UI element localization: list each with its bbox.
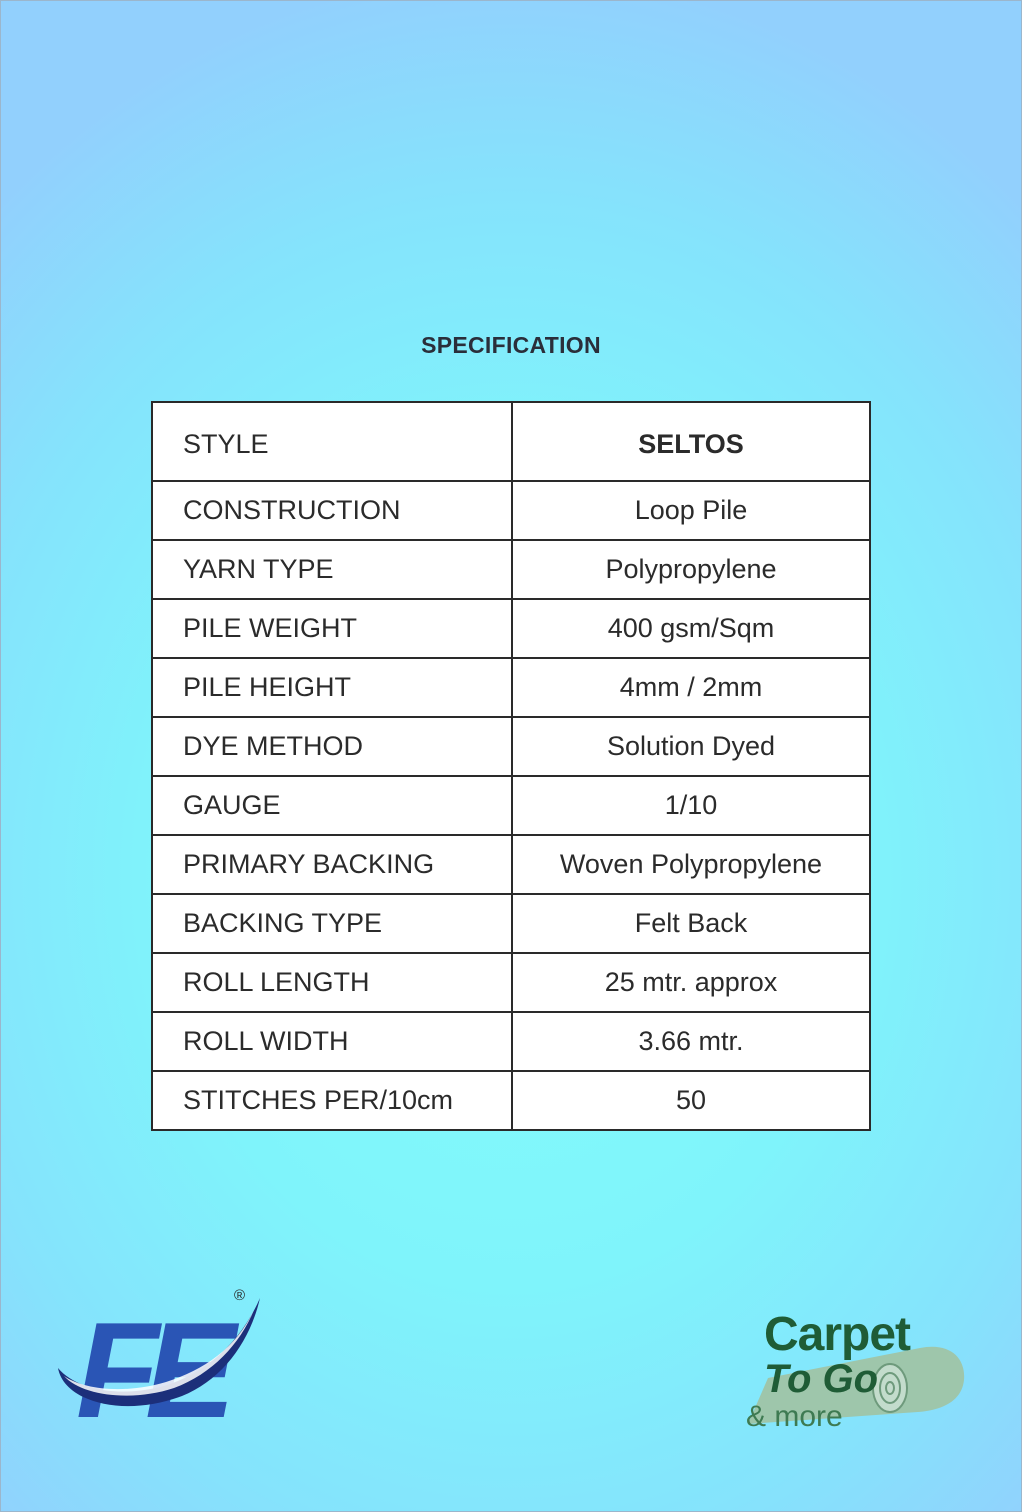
spec-label: YARN TYPE (152, 540, 512, 599)
spec-value: 4mm / 2mm (512, 658, 870, 717)
table-row (152, 1012, 870, 1071)
table-row (152, 658, 870, 717)
table-row (152, 835, 870, 894)
spec-value: Woven Polypropylene (512, 835, 870, 894)
spec-value: SELTOS (512, 402, 870, 481)
fe-logo (54, 1284, 266, 1434)
spec-label: BACKING TYPE (152, 894, 512, 953)
table-row (152, 599, 870, 658)
carpet-to-go-logo (738, 1300, 978, 1440)
spec-value: Polypropylene (512, 540, 870, 599)
page-title: SPECIFICATION (421, 332, 601, 358)
fe-logo-text: FE (76, 1294, 222, 1434)
table-row (152, 776, 870, 835)
table-row (152, 953, 870, 1012)
spec-label: DYE METHOD (152, 717, 512, 776)
spec-value: 400 gsm/Sqm (512, 599, 870, 658)
specification-table (151, 401, 871, 1131)
spec-value: 25 mtr. approx (512, 953, 870, 1012)
spec-value: Solution Dyed (512, 717, 870, 776)
spec-value: 50 (512, 1071, 870, 1130)
brand-word-more: & more (746, 1400, 843, 1433)
spec-label: PILE HEIGHT (152, 658, 512, 717)
spec-label: ROLL WIDTH (152, 1012, 512, 1071)
spec-value: Loop Pile (512, 481, 870, 540)
table-row (152, 540, 870, 599)
spec-label: PILE WEIGHT (152, 599, 512, 658)
table-row (152, 1071, 870, 1130)
spec-label: CONSTRUCTION (152, 481, 512, 540)
table-row (152, 481, 870, 540)
registered-mark: ® (234, 1287, 246, 1304)
spec-label: GAUGE (152, 776, 512, 835)
spec-value: 3.66 mtr. (512, 1012, 870, 1071)
spec-label: STITCHES PER/10cm (152, 1071, 512, 1130)
brand-word-to-go: To Go (764, 1357, 879, 1401)
table-row (152, 894, 870, 953)
roll-end-icon (873, 1364, 907, 1412)
brand-word-carpet: Carpet (764, 1308, 911, 1361)
spec-value: 1/10 (512, 776, 870, 835)
spec-label: ROLL LENGTH (152, 953, 512, 1012)
table-row (152, 717, 870, 776)
table-row (152, 402, 870, 481)
spec-label: STYLE (152, 402, 512, 481)
spec-value: Felt Back (512, 894, 870, 953)
spec-label: PRIMARY BACKING (152, 835, 512, 894)
